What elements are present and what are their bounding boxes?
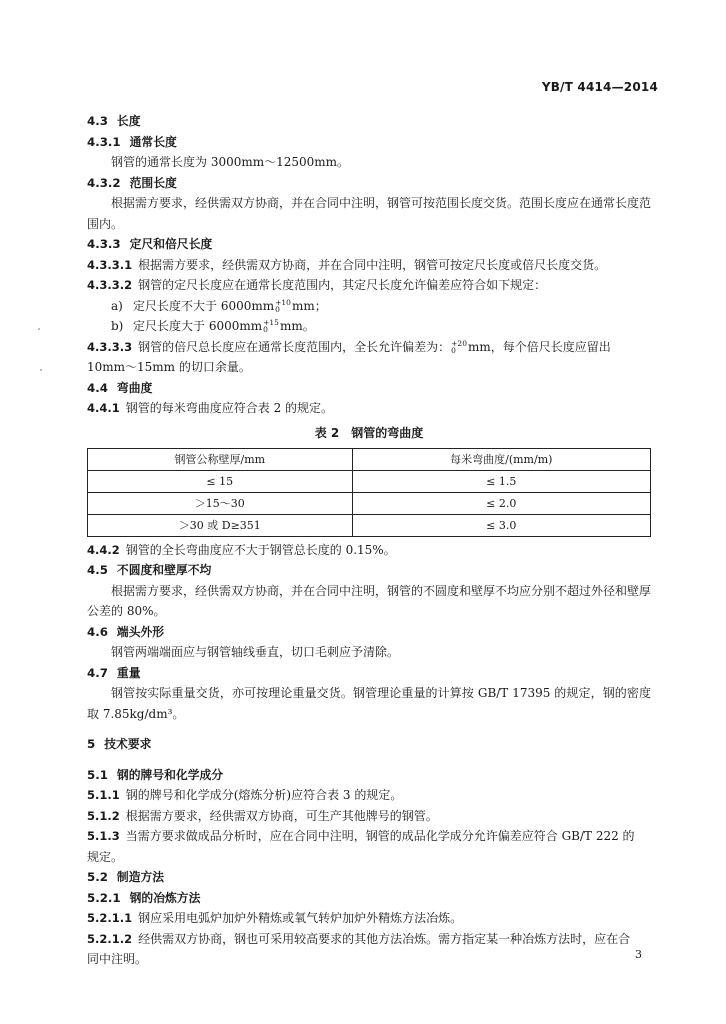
clause-5-2-1-1: 5.2.1.1 钢应采用电弧炉加炉外精炼或氧气转炉加炉外精炼方法冶炼。: [87, 911, 463, 925]
table-row: [88, 470, 651, 492]
table-cell: ＞30 或 D≥351: [88, 514, 353, 536]
section-heading-4-3: 4.3 长度: [87, 114, 141, 128]
section-heading-4-6: 4.6 端头外形: [87, 624, 165, 639]
clause-5-1-2: 5.1.2 根据需方要求，经供需双方协商，可生产其他牌号的钢管。: [87, 808, 438, 823]
table-cell: ≤ 1.5: [352, 470, 650, 492]
clause-5-1-1: 5.1.1 钢的牌号和化学成分(熔炼分析)应符合表 3 的规定。: [87, 788, 403, 802]
clause-5-1-3: 5.1.3 当需方要求做成品分析时，应在合同中注明，钢管的成品化学成分允许偏差应符合 GB/T 222 的: [87, 829, 635, 843]
table-row: [88, 492, 651, 514]
table-header-cell: 每米弯曲度/(mm/m): [352, 448, 650, 470]
section-heading-5-2-1: 5.2.1 钢的冶炼方法: [87, 890, 201, 905]
clause-5-2-1-2-cont: 同中注明。: [87, 952, 148, 966]
tolerance-stack: +10 0: [275, 297, 291, 314]
clause-4-3-3-2: 4.3.3.2 钢管的定尺长度应在通常长度范围内，其定尺长度允许偏差应符合如下规定：: [87, 278, 547, 292]
tolerance-stack: +15 0: [263, 318, 279, 334]
table-row: [88, 514, 651, 536]
clause-4-3-3-1: 4.3.3.1 根据需方要求，经供需双方协商，并在合同中注明，钢管可按定尺长度或倍尺长度交货。: [87, 257, 607, 272]
clause-4-4-2: 4.4.2 钢管的全长弯曲度应不大于钢管总长度的 0.15%。: [87, 542, 396, 557]
clause-4-4-1: 4.4.1 钢管的每米弯曲度应符合表 2 的规定。: [87, 401, 334, 415]
clause-4-3-3-3: 4.3.3.3 钢管的倍尺总长度应在通常长度范围内，全长允许偏差为： +20 0 mm，每个倍尺长度应留出: [87, 338, 611, 355]
list-item-a: a) 定尺长度不大于 6000mm +10 0 mm；: [111, 297, 327, 314]
scan-speck: [40, 369, 42, 371]
section-heading-4-5: 4.5 不圆度和壁厚不均: [87, 563, 212, 577]
section-heading-4-4: 4.4 弯曲度: [87, 380, 153, 395]
section-heading-4-3-1: 4.3.1 通常长度: [87, 134, 177, 149]
bending-table: [87, 448, 651, 537]
paragraph-4-3-1: 钢管的通常长度为 3000mm～12500mm。: [111, 155, 350, 169]
scan-speck: [38, 328, 40, 330]
table-cell: ＞15～30: [88, 492, 353, 514]
paragraph-4-5: 根据需方要求，经供需双方协商，并在合同中注明，钢管的不圆度和壁厚不均应分别不超过外径和壁厚公差的 80%。: [87, 583, 652, 618]
standard-code: YB/T 4414—2014: [541, 80, 658, 94]
section-heading-5-1: 5.1 钢的牌号和化学成分: [87, 767, 224, 782]
section-heading-4-7: 4.7 重量: [87, 665, 141, 680]
section-heading-5: 5 技术要求: [87, 737, 152, 751]
paragraph-4-3-2: 根据需方要求，经供需双方协商，并在合同中注明，钢管可按范围长度交货。范围长度应在通常长度范围内。: [87, 196, 652, 231]
table-cell: ≤ 3.0: [352, 514, 650, 536]
table-cell: ≤ 15: [88, 470, 353, 492]
table-cell: ≤ 2.0: [352, 492, 650, 514]
paragraph-4-7: 钢管按实际重量交货，亦可按理论重量交货。钢管理论重量的计算按 GB/T 17395 的规定，钢的密度取 7.85kg/dm³。: [87, 686, 651, 721]
section-heading-5-2: 5.2 制造方法: [87, 870, 165, 884]
table-header-cell: 钢管公称壁厚/mm: [88, 448, 353, 470]
list-item-b: b) 定尺长度大于 6000mm +15 0 mm。: [111, 318, 315, 334]
clause-5-2-1-2: 5.2.1.2 经供需双方协商，钢也可采用较高要求的其他方法冶炼。需方指定某一种冶炼方法时，应在合: [87, 931, 631, 946]
clause-4-3-3-3-cont: 10mm～15mm 的切口余量。: [87, 360, 251, 374]
document-body: [87, 111, 651, 970]
paragraph-4-6: 钢管两端端面应与钢管轴线垂直，切口毛刺应予清除。: [111, 645, 400, 659]
section-heading-4-3-3: 4.3.3 定尺和倍尺长度: [87, 237, 213, 251]
section-heading-4-3-2: 4.3.2 范围长度: [87, 175, 177, 190]
clause-5-1-3-cont: 规定。: [87, 849, 124, 864]
table-title: 表 2 钢管的弯曲度: [314, 425, 424, 440]
table-header-row: [88, 448, 651, 470]
page-number: 3: [635, 948, 642, 961]
tolerance-stack: +20 0: [451, 338, 467, 355]
